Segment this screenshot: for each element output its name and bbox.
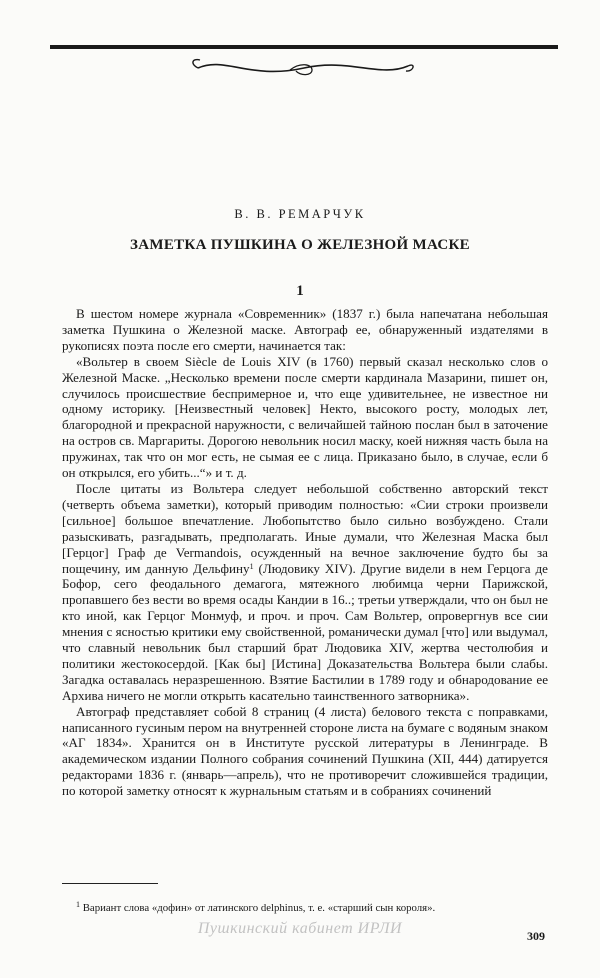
paragraph-text: (Людовику XIV). Другие видели в нем Герцога де Бофор, сего феодального демагога, мятежного любимца черни Парижской, пропавшего без вести во время осады Кандии в 16..; третьи утверждали, что он был не кто иной, как Герцог Монмуф, и проч. и проч. Сам Вольтер, опровергнув все сии мнения с ясностью критики ему свойственной, романически думал [что] или выдумал, что славный невольник был старший брат Людовика XIV, жертва честолюбия и политики жестокосердой. [Как бы] [Истина] Доказательства Вольтера были слабы. Загадка оставалась неразрешенною. Взятие Бастилии в 1789 году и обнародование ее Архива ничего не могли открыть касательно таинственного затворника». [62, 560, 548, 703]
paragraph [62, 481, 548, 704]
footnote-divider [62, 883, 158, 884]
watermark: Пушкинский кабинет ИРЛИ [197, 920, 403, 937]
section-number: 1 [296, 283, 304, 299]
footnote-marker: 1 [76, 900, 80, 909]
paragraph: В шестом номере журнала «Современник» (1837 г.) была напечатана небольшая заметка Пушкина о Железной маске. Автограф ее, обнаруженный издателями в рукописях поэта после его смерти, начинается так: [62, 306, 548, 353]
paragraph: Автограф представляет собой 8 страниц (4 листа) белового текста с поправками, написанного гусиным пером на внутренней стороне листа на бумаге с водяным знаком «АГ 1834». Хранится он в Институте русской литературы в Ленинграде. В академическом издании Полного собрания сочинений Пушкина (XII, 444) датируется редакторами 1836 г. (январь—апрель), что не противоречит сложившейся традиции, по которой заметку относят к журнальным статьям и в собраниях сочинений [62, 703, 548, 799]
paragraph-text: После цитаты из Вольтера следует небольшой собственно авторский текст (четверть объема заметки), который приводим полностью: «Сии строки произвели [сильное] большое впечатление. Любопытство было сильно возбуждено. Стали разыскивать, разгадывать, предполагать. Иные думали, что Железная Маска был [Герцог] Граф де Vermandois, осужденный на вечное заключение будто бы за пощечину, им данную Дельфину [62, 480, 548, 576]
footnote-text: Вариант слова «дофин» от латинского delphinus, т. е. «старший сын короля». [80, 902, 436, 914]
author-name: В. В. РЕМАРЧУК [234, 207, 366, 221]
page-number: 309 [527, 929, 545, 943]
article-body [62, 306, 548, 799]
article-title: ЗАМЕТКА ПУШКИНА О ЖЕЛЕЗНОЙ МАСКЕ [130, 237, 470, 253]
footnote [62, 902, 552, 915]
header-ornament [50, 38, 558, 88]
quote-paragraph: «Вольтер в своем Siècle de Louis XIV (в 1760) первый сказал несколько слов о Железной Маске. „Несколько времени после смерти кардинала Мазарини, пишет он, случилось происшествие беспримерное и, что еще удивительнее, не известное ни одному историку. [Неизвестный человек] Некто, высокого росту, молодых лет, благородной и прекрасной наружности, с величайшей тайною послан был в заточение на остров св. Маргариты. Дорогою невольник носил маску, коей нижняя часть была на пружинах, так что он мог есть, не сымая ее с лица. Приказано было, в случае, если б он открылся, его убить...“» и т. д. [62, 353, 548, 481]
footnote-ref[interactable]: 1 [249, 561, 254, 571]
